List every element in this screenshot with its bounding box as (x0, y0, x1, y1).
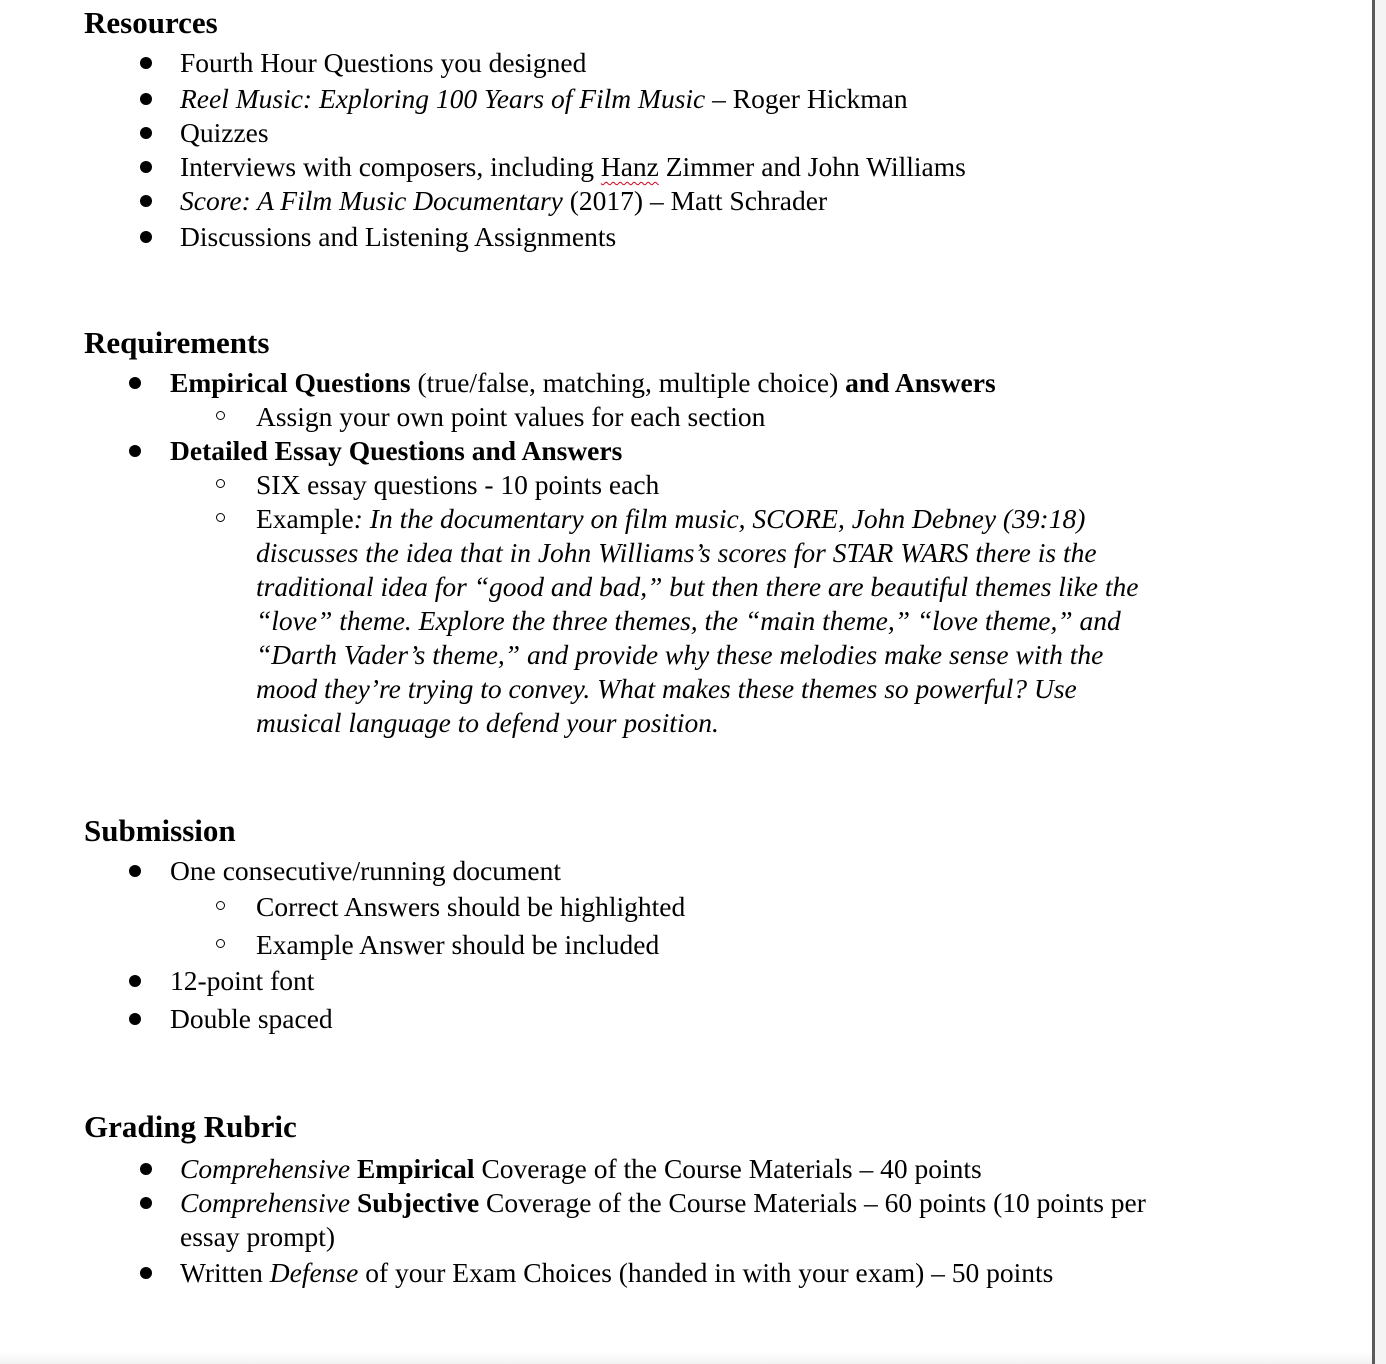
item-text: Coverage of the Course Materials – 60 points (10 points per (479, 1187, 1146, 1218)
page-bottom-shadow (0, 1352, 1372, 1364)
item-italic: Comprehensive (180, 1187, 351, 1218)
submission-heading: Submission (84, 813, 236, 848)
item-text: Interviews with composers, including (180, 151, 601, 182)
bullet-icon (129, 865, 141, 877)
bullet-icon (140, 127, 152, 139)
resources-heading: Resources (84, 5, 218, 40)
documentary-info: (2017) – Matt Schrader (562, 185, 828, 216)
submission-item-3: Double spaced (170, 1003, 333, 1034)
submission-sub-1: Correct Answers should be highlighted (256, 891, 686, 922)
bullet-icon (140, 1197, 152, 1209)
item-text: (true/false, matching, multiple choice) (410, 367, 846, 398)
item-italic: Comprehensive (180, 1153, 351, 1184)
bullet-icon (129, 445, 141, 457)
bullet-icon (140, 1267, 152, 1279)
circle-bullet-icon (216, 939, 225, 948)
example-text: : In the documentary on film music, SCORE, John Debney (39:18) (353, 503, 1086, 534)
circle-bullet-icon (216, 901, 225, 910)
bullet-icon (140, 1163, 152, 1175)
empirical-questions-item (170, 366, 996, 400)
bullet-icon (129, 975, 141, 987)
essay-questions-item (170, 434, 622, 468)
submission-sub-2: Example Answer should be included (256, 929, 660, 960)
bullet-icon (140, 57, 152, 69)
resource-item-2 (180, 82, 908, 116)
bullet-icon (140, 195, 152, 207)
example-line: mood they’re trying to convey. What makes these themes so powerful? Use (256, 673, 1077, 704)
rubric-item-2-continued: essay prompt) (180, 1221, 336, 1252)
rubric-item-2 (180, 1186, 1146, 1220)
example-item (256, 502, 1085, 536)
item-italic: Defense (269, 1257, 359, 1288)
item-bold: Detailed Essay Questions and Answers (170, 435, 623, 466)
resource-item-5 (180, 184, 827, 218)
resource-item-1: Fourth Hour Questions you designed (180, 47, 587, 78)
resource-item-4 (180, 150, 966, 184)
example-line: musical language to defend your position. (256, 707, 719, 738)
requirements-heading: Requirements (84, 325, 270, 360)
book-author: – Roger Hickman (705, 83, 908, 114)
point-values-item: Assign your own point values for each section (256, 401, 766, 432)
bullet-icon (140, 161, 152, 173)
documentary-title: Score: A Film Music Documentary (180, 185, 563, 216)
submission-item-1: One consecutive/running document (170, 855, 562, 886)
submission-item-2: 12-point font (170, 965, 315, 996)
page-right-edge (1372, 0, 1386, 1364)
rubric-item-1 (180, 1152, 982, 1186)
grading-rubric-heading: Grading Rubric (84, 1109, 297, 1144)
example-line: “Darth Vader’s theme,” and provide why these melodies make sense with the (256, 639, 1104, 670)
bullet-icon (129, 377, 141, 389)
item-bold: Empirical (356, 1153, 475, 1184)
circle-bullet-icon (216, 479, 225, 488)
item-bold: and Answers (845, 367, 996, 398)
circle-bullet-icon (216, 411, 225, 420)
misspelled-word[interactable]: Hanz (600, 151, 659, 182)
bullet-icon (140, 231, 152, 243)
example-label: Example (256, 503, 354, 534)
example-line: discusses the idea that in John Williams’s scores for STAR WARS there is the (256, 537, 1097, 568)
rubric-item-3 (180, 1256, 1053, 1290)
example-line: traditional idea for “good and bad,” but then there are beautiful themes like the (256, 571, 1139, 602)
resource-item-3: Quizzes (180, 117, 269, 148)
book-title: Reel Music: Exploring 100 Years of Film Music (180, 83, 706, 114)
bullet-icon (129, 1013, 141, 1025)
item-bold: Subjective (356, 1187, 480, 1218)
item-text: of your Exam Choices (handed in with your exam) – 50 points (358, 1257, 1054, 1288)
bullet-icon (140, 93, 152, 105)
item-bold: Empirical Questions (170, 367, 411, 398)
six-essays-item: SIX essay questions - 10 points each (256, 469, 660, 500)
item-text: Written (180, 1257, 270, 1288)
item-text: Zimmer and John Williams (658, 151, 966, 182)
item-text: Coverage of the Course Materials – 40 points (474, 1153, 982, 1184)
resource-item-6: Discussions and Listening Assignments (180, 221, 617, 252)
circle-bullet-icon (216, 513, 225, 522)
example-line: “love” theme. Explore the three themes, the “main theme,” “love theme,” and (256, 605, 1121, 636)
